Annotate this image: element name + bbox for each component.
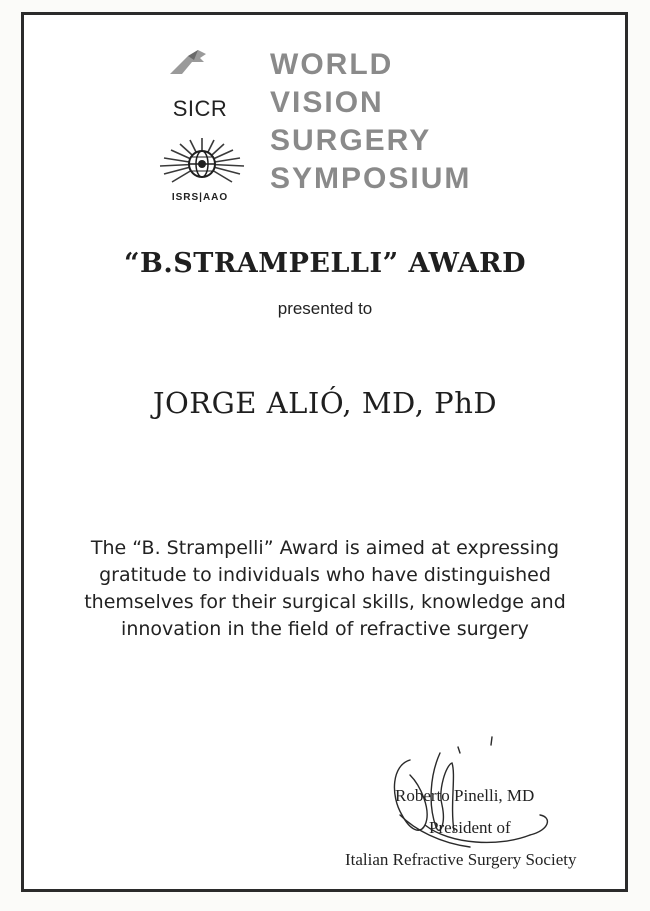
award-title: “B.STRAMPELLI” AWARD [123, 248, 527, 279]
recipient-name: JORGE ALIÓ, MD, PhD [152, 386, 498, 420]
title-line-2: VISION [270, 86, 384, 119]
title-line-3: SURGERY [270, 124, 432, 157]
signatory-organization: Italian Refractive Surgery Society [345, 850, 577, 869]
sicr-logo [150, 38, 250, 213]
globe-eye-icon [156, 136, 248, 188]
sicr-label: SICR [172, 96, 228, 121]
description-line-2: gratitude to individuals who have distinguished [99, 564, 551, 586]
signatory-name: Roberto Pinelli, MD [395, 786, 535, 805]
title-line-4: SYMPOSIUM [270, 162, 472, 195]
title-line-1: WORLD [270, 48, 394, 81]
description-line-1: The “B. Strampelli” Award is aimed at expressing [90, 537, 560, 559]
award-description [40, 535, 610, 643]
description-line-3: themselves for their surgical skills, knowledge and [84, 591, 566, 613]
description-line-4: innovation in the field of refractive surgery [121, 618, 529, 640]
bird-icon [168, 48, 208, 76]
partner-label: ISRS|AAO [171, 192, 229, 203]
presented-to-label: presented to [277, 299, 373, 318]
signatory-title: President of [429, 818, 511, 837]
symposium-title [270, 46, 471, 198]
